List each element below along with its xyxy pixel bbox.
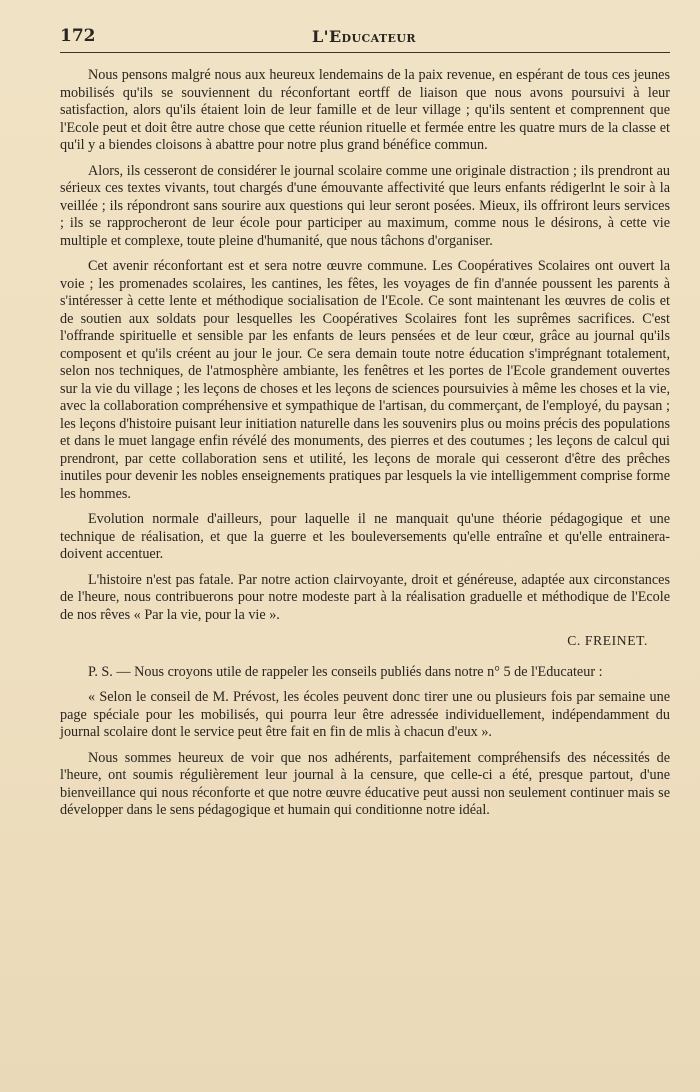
page-number: 172	[60, 26, 96, 46]
article-body	[60, 67, 670, 820]
paragraph: Cet avenir réconfortant est et sera notre œuvre commune. Les Coopératives Scolaires ont ouvert la voie ; les promenades scolaires, les cantines, les fêtes, les voyages de fin d'année poussent les parents à s'intéresser à cette lente et méthodique socialisation de l'Ecole. Ce sont maintenant les œuvres de colis et de soutien aux soldats pour lesquelles les Coopératives Scolaires font les suprêmes sacrifices. C'est l'offrande spirituelle et sensible par les enfants de leurs pensées et de leur cœur, grâce au journal qu'ils composent et qu'ils créent au jour le jour. Ce sera demain toute notre éducation s'imprégnant totalement, selon nos techniques, de l'atmosphère ambiante, les fenêtres et les portes de l'Ecole grandement ouvertes sur la vie du village ; les leçons de choses et les leçons de sciences poursuivies à même les choses et la vie, avec la collaboration compréhensive et sympathique de l'artisan, du commerçant, de l'employé, du paysan ; les leçons d'histoire puisant leur initiation naturelle dans les souvenirs plus ou moins précis des populations et dans le muet langage enfin révélé des monuments, des pierres et des coutumes ; les leçons de calcul qui prendront, par cette collaboration sens et utilité, les leçons de morale qui cesseront d'être des prêches inutiles pour devenir les nobles enseignements pratiques par lesquels la vie intelligemment comprise forme les hommes.	[60, 258, 670, 502]
paragraph: Alors, ils cesseront de considérer le journal scolaire comme une originale distraction ; ils prendront au sérieux ces textes vivants, tout chargés d'une émouvante affectivité que leurs enfants rédigerlnt le soir à la veillée ; ils répondront sans sourire aux questions qui leur seront posées. Mieux, ils offriront leurs services ; ils se rapprocheront de leur école pour participer au maximum, comme nous le désirons, à cette vie multiple et complexe, toute pleine d'humanité, que nous tâchons d'organiser.	[60, 162, 670, 249]
paragraph: Nous pensons malgré nous aux heureux lendemains de la paix revenue, en espérant de tous ces jeunes mobilisés qu'ils se souviennent du réconfortant eortff de liaison que nous avons poursuivi à leur satisfaction, alors qu'ils étaient loin de leur famille et de leur village ; qu'ils sentent et comprennent que l'Ecole peut et doit être autre chose que cette réunion rituelle et fermée entre les quatre murs de la classe et qu'il y a biendes cloisons à abattre pour notre plus grand bénéfice commun.	[60, 67, 670, 153]
postscript-paragraph: P. S. — Nous croyons utile de rappeler les conseils publiés dans notre n° 5 de l'Educateur :	[88, 663, 603, 680]
quoted-advice: « Selon le conseil de M. Prévost, les écoles peuvent donc tirer une ou plusieurs fois par semaine une page spéciale pour les mobilisés, qui pourra leur être adressée individuellement, indépendamment du journal scolaire dont le service peut être fait en fin de mlis à chacun d'eux ».	[60, 689, 670, 740]
paragraph: Evolution normale d'ailleurs, pour laquelle il ne manquait qu'une théorie pédagogique et une technique de réalisation, et que la guerre et les bouleversements qu'elle entraîne et qu'elle entrainera-doivent accentuer.	[60, 511, 670, 562]
page-header	[60, 22, 670, 53]
author-signature: C. FREINET.	[567, 633, 648, 648]
paragraph: L'histoire n'est pas fatale. Par notre action clairvoyante, droit et généreuse, adaptée aux circonstances de l'heure, nous contribuerons pour notre modeste part à la réalisation graduelle et méthodique de l'Ecole de nos rêves « Par la vie, pour la vie ».	[60, 571, 670, 623]
postscript	[60, 664, 670, 820]
running-title: L'Educateur	[312, 27, 416, 46]
postscript-paragraph: Nous sommes heureux de voir que nos adhérents, parfaitement compréhensifs des nécessités de l'heure, ont soumis régulièrement leur journal à la censure, que celle-ci a été, presque partout, d'une bienveillance qui nous réconforte et que notre œuvre éducative peut aussi non seulement continuer mais se développer dans le sens pédagogique et humain qui conditionne notre idéal.	[60, 749, 670, 818]
